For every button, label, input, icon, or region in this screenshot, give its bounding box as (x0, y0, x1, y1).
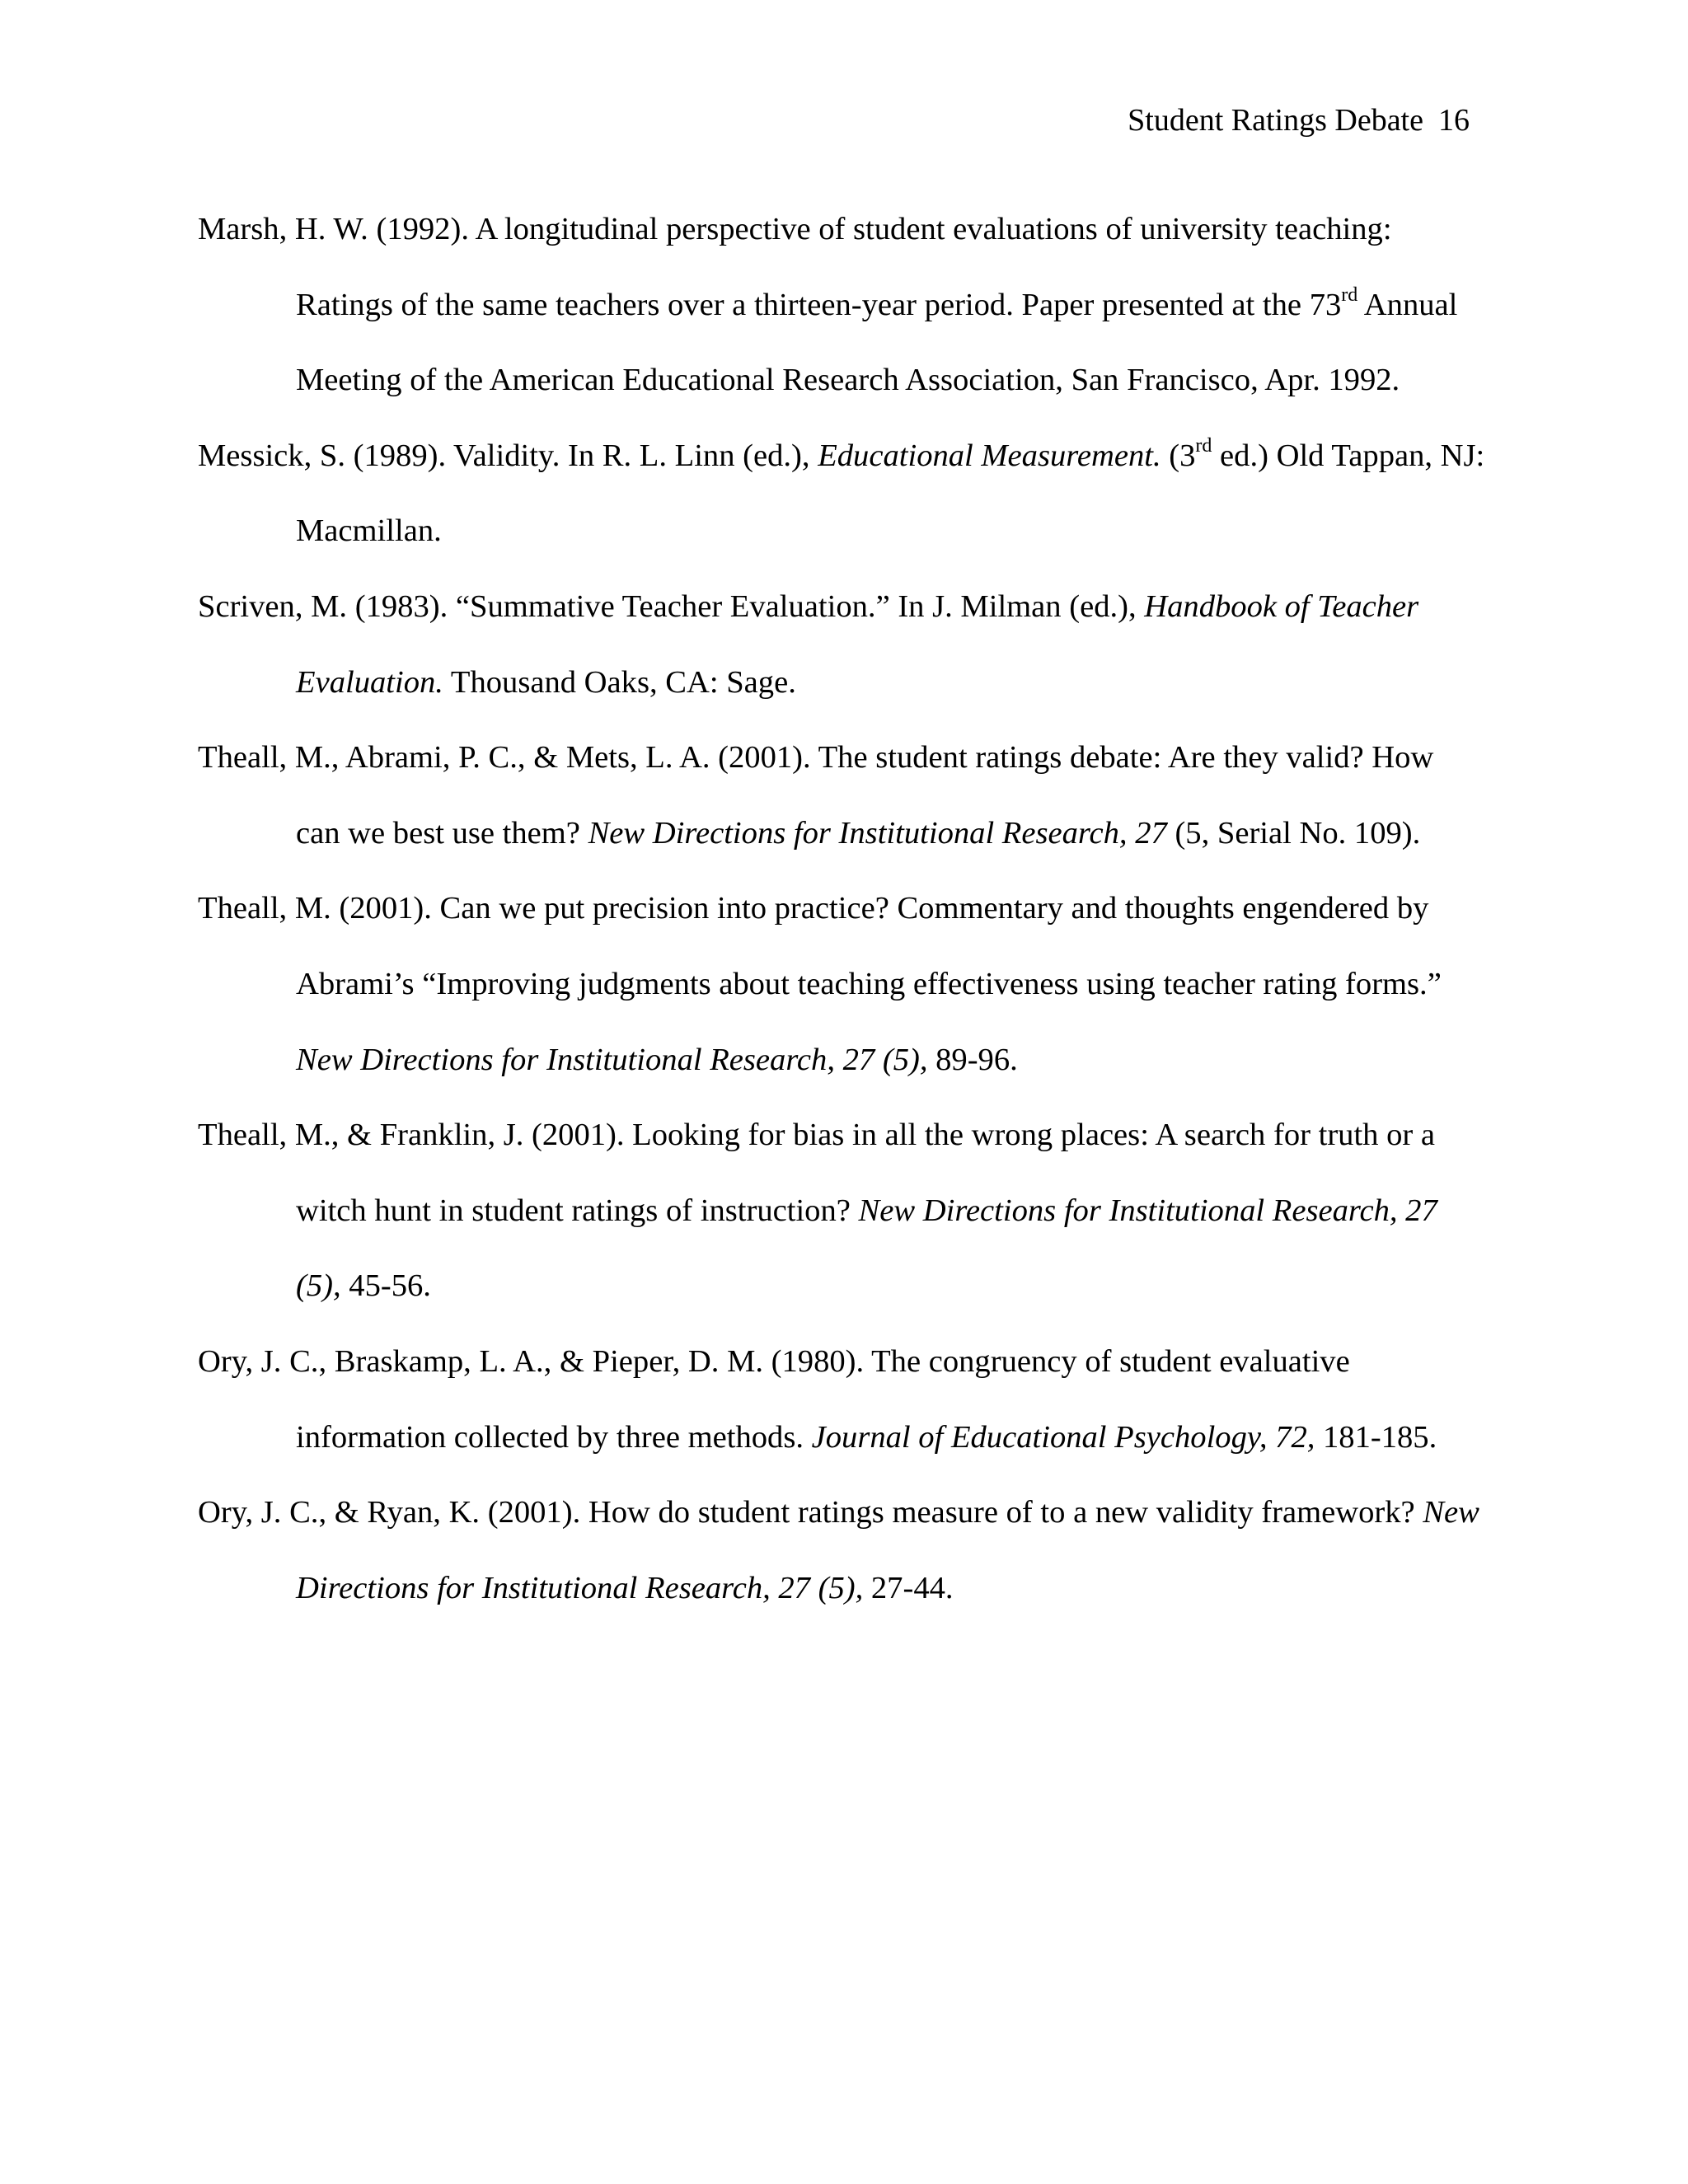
reference-entry-theall-2001: Theall, M. (2001). Can we put precision into practice? Commentary and thoughts engendered by Abrami’s “Improving judgments about teaching effectiveness using teacher rating forms.” New Directions for Institutional Research, 27 (5), 89-96. (198, 891, 1442, 1077)
page-number: 16 (1438, 103, 1470, 138)
superscript-ordinal: rd (1341, 284, 1358, 306)
reference-source-title: New Directions for Institutional Research, 27 (5), (296, 1193, 1437, 1304)
reference-entry-scriven-1983: Scriven, M. (1983). “Summative Teacher Evaluation.” In J. Milman (ed.), Handbook of Teacher Evaluation. Thousand Oaks, CA: Sage. (198, 588, 1419, 700)
reference-entry-ory-braskamp-pieper-1980: Ory, J. C., Braskamp, L. A., & Pieper, D. M. (1980). The congruency of student evaluative information collected by three methods. Journal of Educational Psychology, 72, 181-185. (198, 1343, 1437, 1455)
reference-list (198, 192, 1485, 1626)
reference-source-title: Educational Measurement. (818, 438, 1161, 473)
reference-source-title: Journal of Educational Psychology, 72, (811, 1419, 1315, 1455)
reference-entry-marsh-1992: Marsh, H. W. (1992). A longitudinal perspective of student evaluations of university teaching: Ratings of the same teachers over a thirteen-year period. Paper presented at the 73rd Annual Meeting of the American Educational Research Association, San Francisco, Apr. 1992. (198, 212, 1458, 398)
running-head-title: Student Ratings Debate (1128, 103, 1423, 138)
reference-source-title: New Directions for Institutional Research, 27 (5), (296, 1042, 928, 1077)
reference-source-title: Handbook of Teacher Evaluation. (296, 588, 1419, 700)
reference-entry-messick-1989: Messick, S. (1989). Validity. In R. L. Linn (ed.), Educational Measurement. (3rd ed.) Old Tappan, NJ: Macmillan. (198, 434, 1485, 549)
reference-source-title: New Directions for Institutional Research, 27 (5), (296, 1495, 1479, 1605)
reference-entry-theall-abrami-mets-2001: Theall, M., Abrami, P. C., & Mets, L. A. (2001). The student ratings debate: Are they valid? How can we best use them? New Directions for Institutional Research, 27 (5, Serial No. 109). (198, 740, 1434, 851)
reference-entry-theall-franklin-2001: Theall, M., & Franklin, J. (2001). Looking for bias in all the wrong places: A search for truth or a witch hunt in student ratings of instruction? New Directions for Institutional Research, 27 (5), 45-56. (198, 1118, 1437, 1304)
reference-source-title: New Directions for Institutional Research, 27 (588, 815, 1167, 851)
running-head (1128, 96, 1470, 145)
reference-entry-ory-ryan-2001: Ory, J. C., & Ryan, K. (2001). How do student ratings measure of to a new validity framework? New Directions for Institutional Research, 27 (5), 27-44. (198, 1495, 1479, 1605)
superscript-ordinal: rd (1195, 434, 1212, 457)
